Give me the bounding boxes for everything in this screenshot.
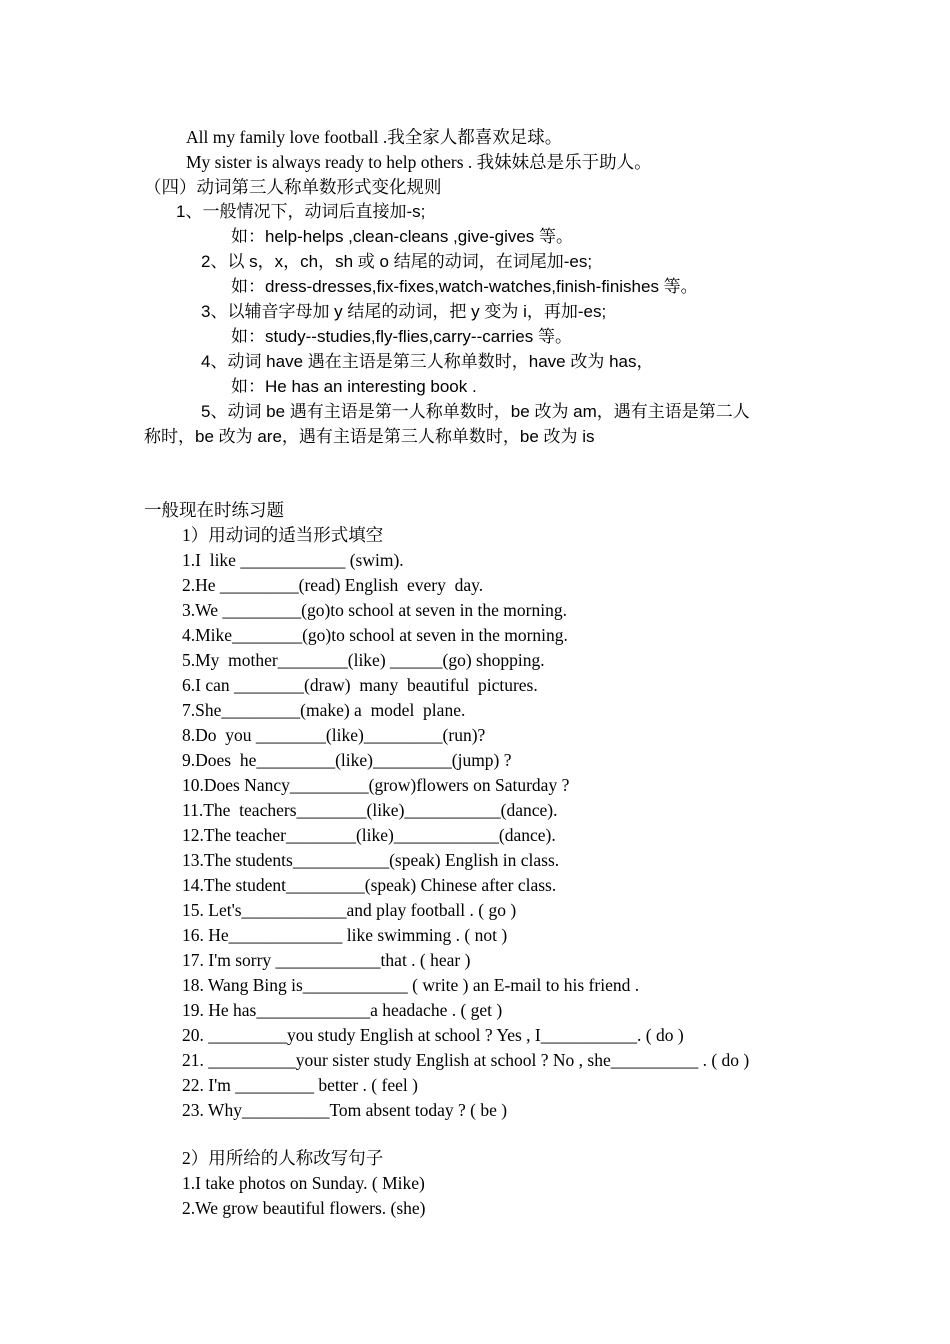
exercise-item: 15. Let's____________and play football . ( go )	[182, 900, 517, 920]
exercise-item: 3.We _________(go)to school at seven in the morning.	[182, 600, 567, 620]
exercise-item: 7.She_________(make) a model plane.	[182, 700, 466, 720]
exercise-item: 9.Does he_________(like)_________(jump) ?	[182, 750, 512, 770]
exercise-item: 1.I like ____________ (swim).	[182, 550, 404, 570]
exercise-item: 21. __________your sister study English at school ? No , she__________ . ( do )	[182, 1050, 750, 1070]
part-1-title: 1）用动词的适当形式填空	[182, 525, 384, 545]
exercise-item: 22. I'm _________ better . ( feel )	[182, 1075, 418, 1095]
exercise-item: 5.My mother________(like) ______(go) shopping.	[182, 650, 545, 670]
intro-line-1: All my family love football .我全家人都喜欢足球。	[186, 127, 563, 147]
rule-3: 3、以辅音字母加 y 结尾的动词，把 y 变为 i，再加-es;	[201, 302, 607, 321]
exercise-item: 2.We grow beautiful flowers. (she)	[182, 1198, 426, 1218]
rule-1-example: 如：help-helps ,clean-cleans ,give-gives 等。	[231, 227, 574, 246]
exercise-item: 23. Why__________Tom absent today ? ( be )	[182, 1100, 508, 1120]
intro-line-2: My sister is always ready to help others . 我妹妹总是乐于助人。	[186, 152, 652, 172]
rule-2-example: 如：dress-dresses,fix-fixes,watch-watches,finish-finishes 等。	[231, 277, 698, 296]
rule-5-line-1: 5、动词 be 遇有主语是第一人称单数时，be 改为 am，遇有主语是第二人	[201, 402, 750, 421]
exercise-item: 17. I'm sorry ____________that . ( hear )	[182, 950, 471, 970]
exercise-item: 16. He_____________ like swimming . ( not )	[182, 925, 508, 945]
exercise-item: 4.Mike________(go)to school at seven in the morning.	[182, 625, 568, 645]
exercise-item: 2.He _________(read) English every day.	[182, 575, 484, 595]
exercises-title: 一般现在时练习题	[144, 500, 284, 520]
rule-4: 4、动词 have 遇在主语是第三人称单数时，have 改为 has，	[201, 352, 654, 371]
rule-1: 1、一般情况下，动词后直接加-s;	[176, 202, 426, 221]
rule-3-example: 如：study--studies,fly-flies,carry--carries 等。	[231, 327, 572, 346]
exercise-item: 19. He has_____________a headache . ( get )	[182, 1000, 503, 1020]
rule-2: 2、以 s，x，ch，sh 或 o 结尾的动词，在词尾加-es;	[201, 252, 593, 271]
exercise-item: 12.The teacher________(like)____________(dance).	[182, 825, 556, 845]
exercise-item: 20. _________you study English at school ? Yes , I___________. ( do )	[182, 1025, 684, 1045]
section-4-title: （四）动词第三人称单数形式变化规则	[144, 177, 442, 197]
exercise-item: 13.The students___________(speak) English in class.	[182, 850, 560, 870]
rule-5-line-2: 称时，be 改为 are，遇有主语是第三人称单数时，be 改为 is	[144, 427, 595, 446]
exercise-item: 18. Wang Bing is____________ ( write ) an E-mail to his friend .	[182, 975, 640, 995]
exercise-item: 1.I take photos on Sunday. ( Mike)	[182, 1173, 425, 1193]
exercise-item: 6.I can ________(draw) many beautiful pictures.	[182, 675, 538, 695]
rule-4-example: 如：He has an interesting book .	[231, 377, 477, 396]
exercise-item: 8.Do you ________(like)_________(run)?	[182, 725, 486, 745]
part-2-title: 2）用所给的人称改写句子	[182, 1148, 384, 1168]
exercise-item: 11.The teachers________(like)___________(dance).	[182, 800, 558, 820]
exercise-item: 14.The student_________(speak) Chinese after class.	[182, 875, 557, 895]
exercise-item: 10.Does Nancy_________(grow)flowers on Saturday ?	[182, 775, 570, 795]
